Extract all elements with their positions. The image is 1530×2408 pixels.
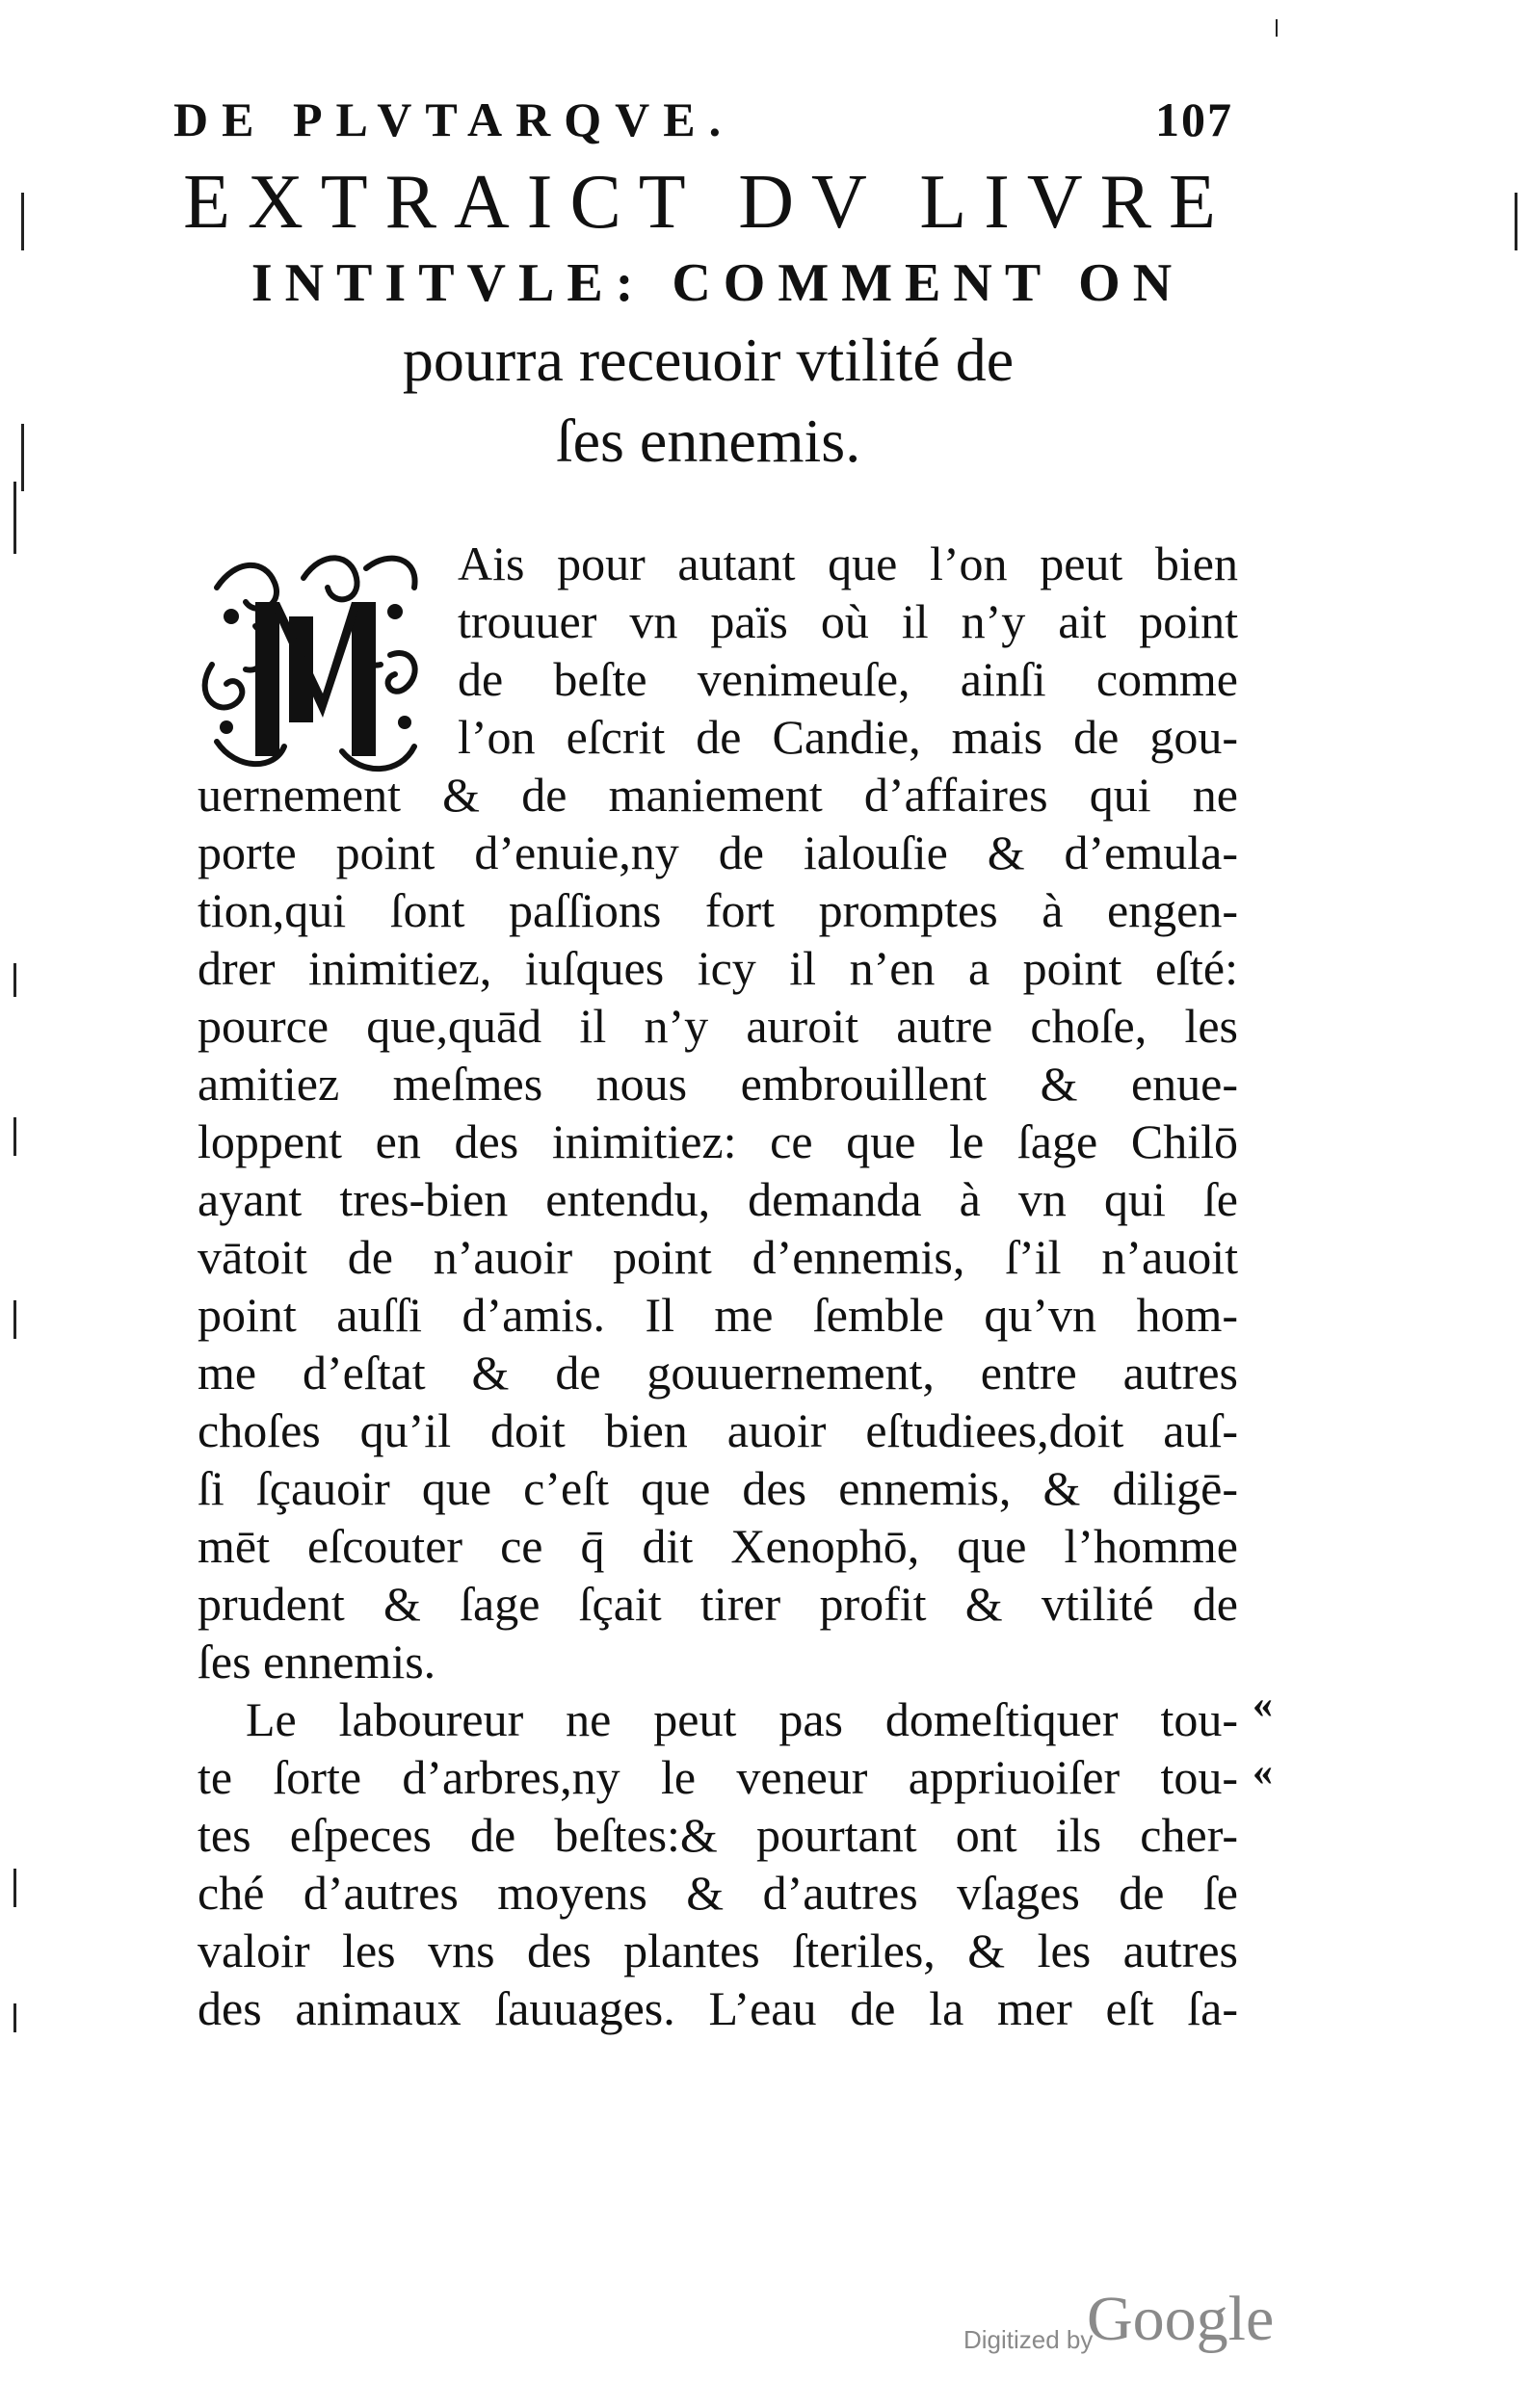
text-line: drer inimitiez, iuſques icy il n’en a point eſté: [198, 941, 1238, 995]
text-line: tion,qui ſont paſſions fort promptes à engen- [198, 883, 1238, 937]
text-line: l’on eſcrit de Candie, mais de gou- [458, 710, 1238, 764]
running-title: DE PLVTARQVE. [173, 92, 735, 146]
gutter-line [13, 1300, 16, 1339]
text-line: ſi ſçauoir que c’eſt que des ennemis, & diligē- [198, 1461, 1238, 1515]
gutter-line [13, 2003, 16, 2032]
text-line: prudent & ſage ſçait tirer profit & vtilité de [198, 1577, 1238, 1631]
heading-line-2: INTITVLE: COMMENT ON [251, 253, 1185, 313]
text-line: Ais pour autant que l’on peut bien [458, 537, 1238, 590]
heading-line-1: EXTRAICT DV LIVRE [183, 160, 1233, 245]
guillemet-mark: « [1253, 1683, 1273, 1727]
text-line: des animaux ſauuages. L’eau de la mer eſt ſa- [198, 1981, 1238, 2035]
text-line: loppent en des inimitiez: ce que le ſage Chilō [198, 1114, 1238, 1168]
watermark-small-text: Digitized by [963, 2325, 1094, 2354]
gutter-line [21, 193, 24, 250]
text-line: amitiez meſmes nous embrouillent & enue- [198, 1057, 1238, 1111]
dropcap-letter: M [226, 580, 400, 780]
heading-line-4: ſes ennemis. [555, 406, 861, 475]
gutter-line [1276, 19, 1278, 37]
watermark [963, 2283, 1368, 2369]
text-line: Le laboureur ne peut pas domeſtiquer tou- [246, 1692, 1238, 1746]
watermark-logo-text: Google [1087, 2284, 1275, 2354]
text-line: ché d’autres moyens & d’autres vſages de ſe [198, 1866, 1238, 1920]
heading-line-3: pourra receuoir vtilité de [402, 326, 1015, 394]
text-line: te ſorte d’arbres,ny le veneur appriuoiſer tou- [198, 1750, 1238, 1804]
text-line: vātoit de n’auoir point d’ennemis, ſ’il n’auoit [198, 1230, 1238, 1284]
guillemet-mark: « [1253, 1750, 1273, 1794]
text-line: ayant tres-bien entendu, demanda à vn qui ſe [198, 1172, 1238, 1226]
text-line: trouuer vn païs où il n’y ait point [458, 594, 1238, 648]
text-line: uernement & de maniement d’affaires qui ne [198, 768, 1238, 822]
text-line: me d’eſtat & de gouuernement, entre autres [198, 1346, 1238, 1400]
text-line: valoir les vns des plantes ſteriles, & les autres [198, 1924, 1238, 1977]
gutter-line [13, 1869, 16, 1907]
text-line: choſes qu’il doit bien auoir eſtudiees,doit auſ- [198, 1403, 1238, 1457]
gutter-line [13, 963, 16, 997]
gutter-line [21, 424, 24, 491]
text-line: de beſte venimeuſe, ainſi comme [458, 652, 1238, 706]
text-line: porte point d’enuie,ny de ialouſie & d’emula- [198, 825, 1238, 879]
text-line: tes eſpeces de beſtes:& pourtant ont ils cher- [198, 1808, 1238, 1862]
text-line: ſes ennemis. [198, 1635, 436, 1688]
section-heading [173, 160, 1243, 491]
running-head [173, 92, 1233, 159]
text-line: mēt eſcouter ce q̄ dit Xenophō, que l’homme [198, 1519, 1238, 1573]
text-line: point auſſi d’amis. Il me ſemble qu’vn hom- [198, 1288, 1238, 1342]
gutter-line [13, 1117, 16, 1156]
margin-quote-marks [1253, 1671, 1273, 1806]
gutter-line [13, 482, 16, 554]
text-line: pource que,quād il n’y auroit autre choſe, les [198, 999, 1238, 1053]
gutter-line [1515, 193, 1517, 250]
page-number: 107 [1155, 92, 1233, 146]
body-text [198, 535, 1238, 2037]
